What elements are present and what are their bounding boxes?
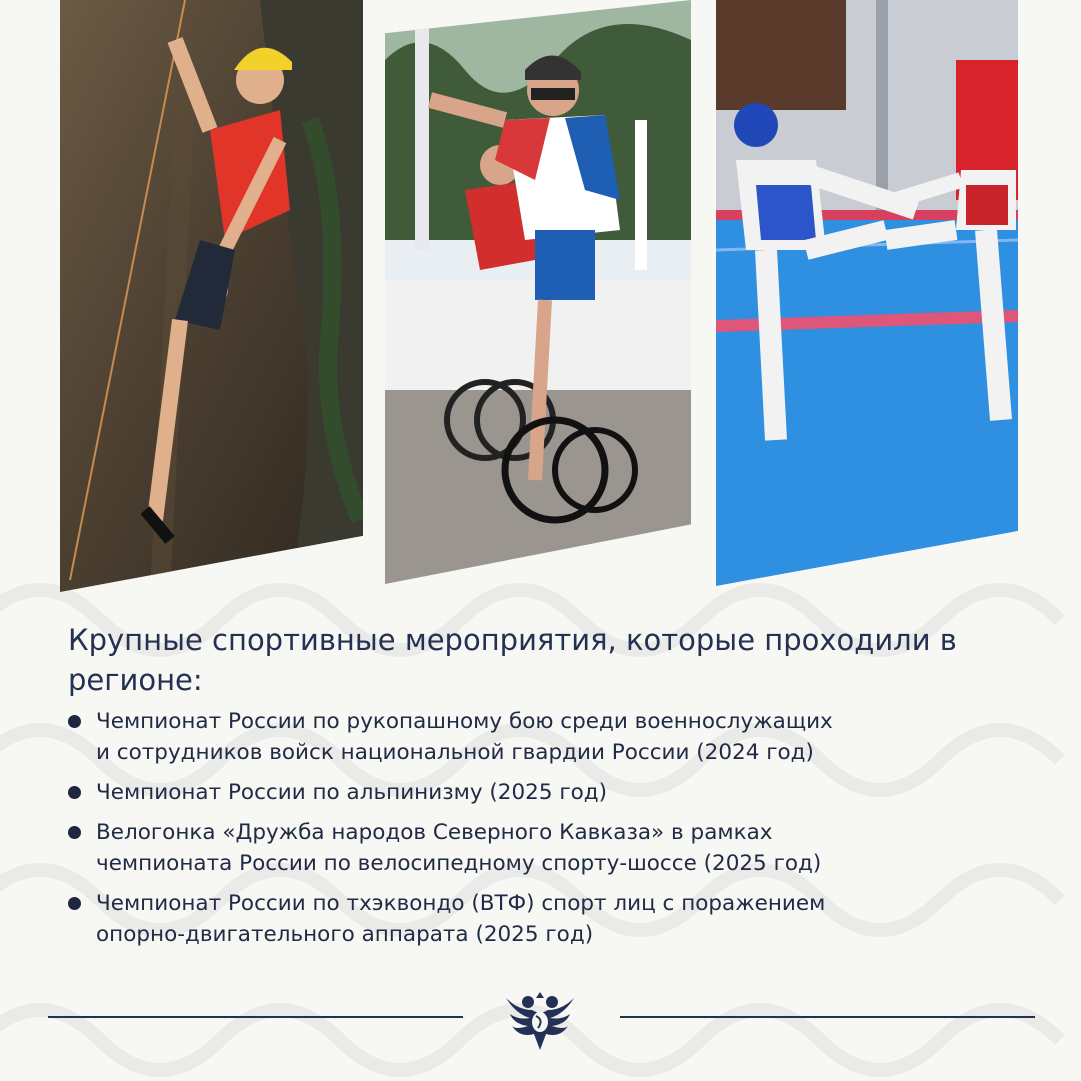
rock-climber-photo xyxy=(60,0,363,592)
event-line: чемпионата России по велосипедному спорту-шоссе (2025 год) xyxy=(96,851,822,876)
event-line: Велогонка «Дружба народов Северного Кавказа» в рамках xyxy=(96,820,773,845)
event-line: Чемпионат России по рукопашному бою среди военнослужащих xyxy=(96,709,833,734)
event-line: Чемпионат России по альпинизму (2025 год) xyxy=(96,780,608,805)
bullet-icon xyxy=(68,786,81,799)
events-list xyxy=(66,706,1026,959)
footer-divider-left xyxy=(48,1016,463,1018)
cyclists-photo xyxy=(385,0,691,584)
event-line: и сотрудников войск национальной гвардии России (2024 год) xyxy=(96,740,814,765)
list-item xyxy=(66,817,1026,879)
bullet-icon xyxy=(68,715,81,728)
event-line: опорно-двигательного аппарата (2025 год) xyxy=(96,922,594,947)
event-line: Чемпионат России по тхэквондо (ВТФ) спорт лиц с поражением xyxy=(96,891,826,916)
footer-divider-right xyxy=(620,1016,1035,1018)
page-title: Крупные спортивные мероприятия, которые проходили в регионе: xyxy=(68,623,957,697)
bullet-icon xyxy=(68,897,81,910)
list-item xyxy=(66,888,1026,950)
bullet-icon xyxy=(68,826,81,839)
list-item xyxy=(66,777,1026,808)
double-headed-eagle-icon xyxy=(500,984,580,1054)
list-item xyxy=(66,706,1026,768)
taekwondo-photo xyxy=(716,0,1018,586)
